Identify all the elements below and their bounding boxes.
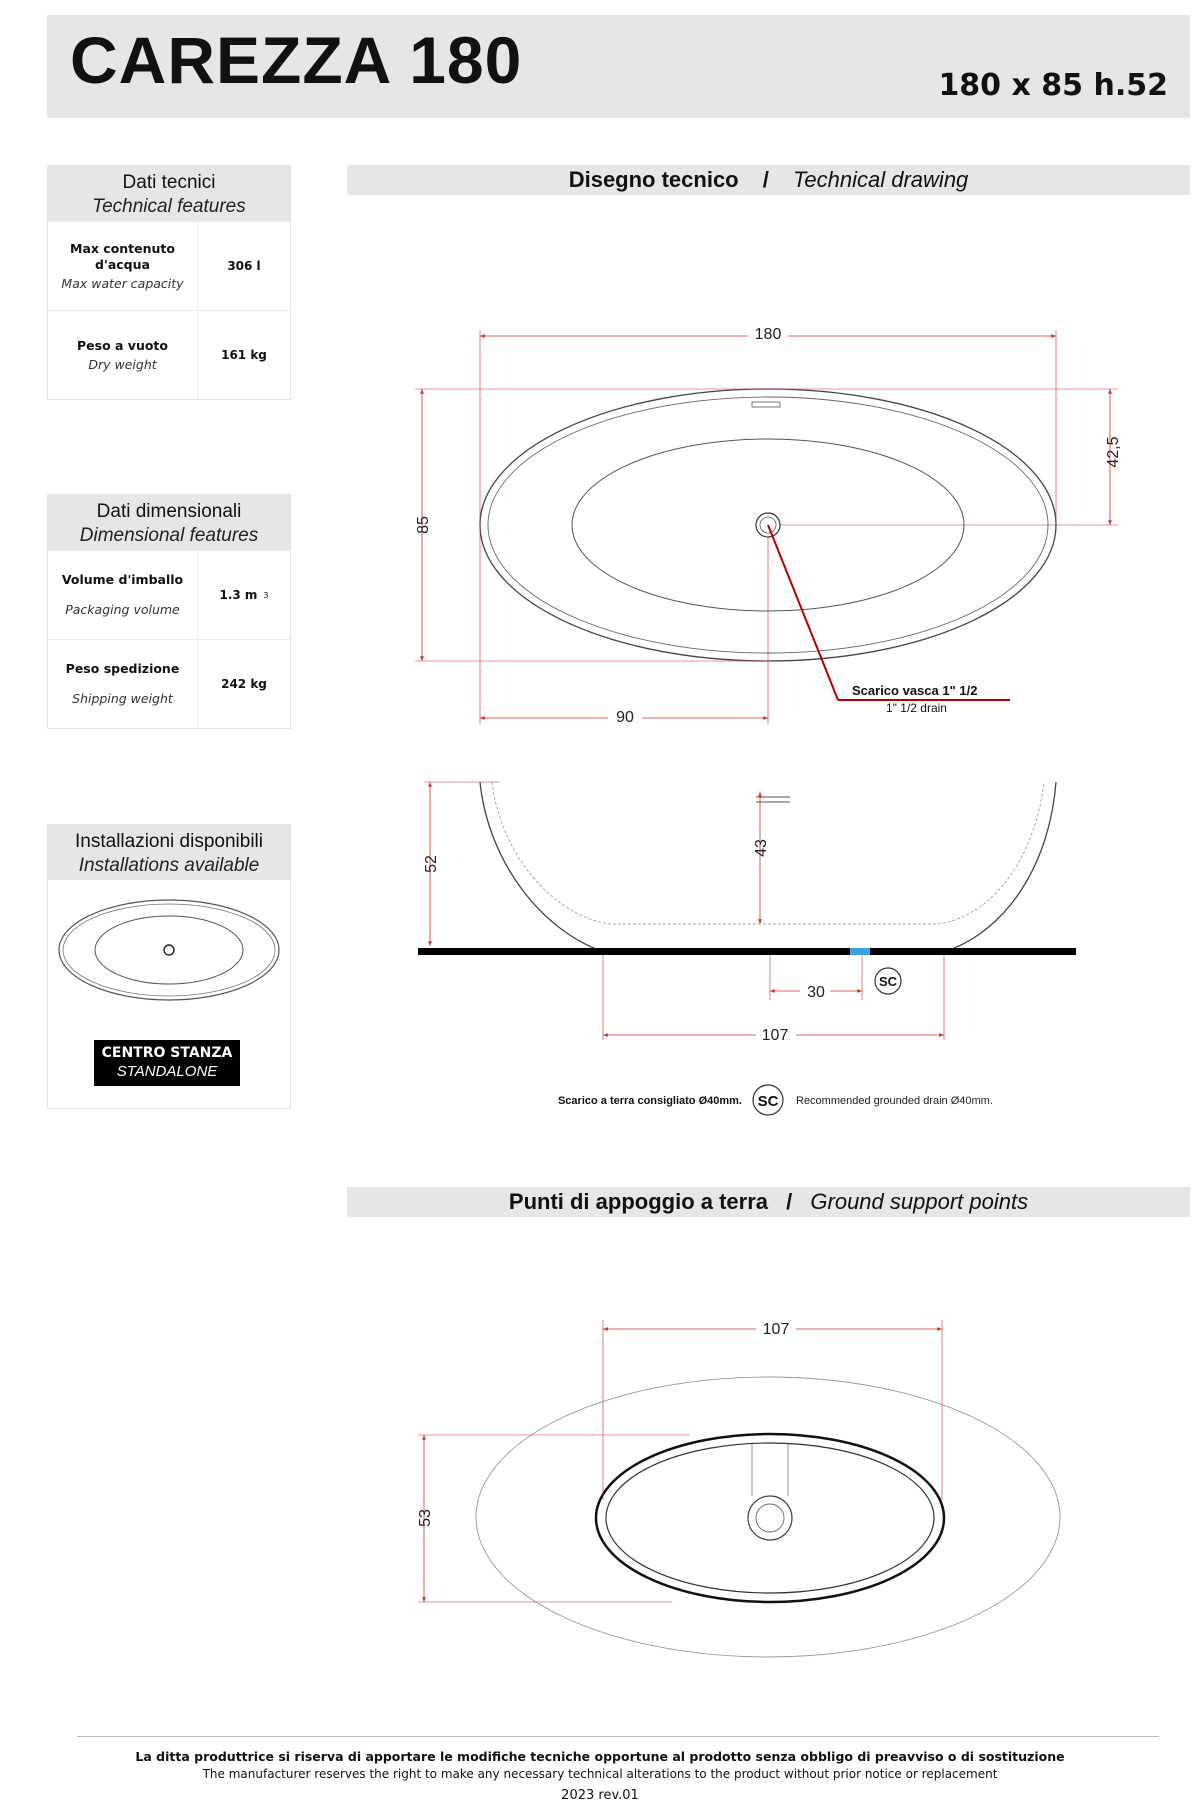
footer-divider bbox=[77, 1736, 1159, 1737]
footer-disclaimer-en: The manufacturer reserves the right to make any necessary technical alterations to the product without prior notice or replacement bbox=[202, 1767, 998, 1781]
badge-label-it: CENTRO STANZA bbox=[101, 1045, 233, 1061]
side-view bbox=[418, 782, 1076, 955]
dimension-width-top bbox=[415, 389, 770, 661]
section-title-it: Disegno tecnico bbox=[568, 167, 739, 192]
dimension-support-length bbox=[603, 1318, 942, 1500]
drain-label-it: Scarico vasca 1" 1/2 bbox=[852, 683, 978, 698]
panel-title-it: Dati tecnici bbox=[122, 172, 216, 193]
row-value: 161 kg bbox=[221, 348, 267, 362]
floor-drain-note bbox=[558, 1085, 993, 1115]
label-en: Dry weight bbox=[88, 356, 157, 372]
dimension-floor-drain bbox=[770, 955, 901, 1001]
label-en: Shipping weight bbox=[72, 691, 173, 706]
dim-30-label: 30 bbox=[807, 984, 825, 1001]
dimension-height bbox=[423, 782, 500, 946]
badge-label-en: STANDALONE bbox=[116, 1063, 218, 1080]
row-value: 306 l bbox=[227, 259, 261, 273]
label-it: Peso spedizione bbox=[65, 661, 180, 676]
dim-85-label: 85 bbox=[415, 516, 432, 534]
product-title: CAREZZA 180 bbox=[70, 23, 523, 97]
section-title-en: Ground support points bbox=[810, 1189, 1029, 1214]
floor-note-en: Recommended grounded drain Ø40mm. bbox=[796, 1095, 993, 1107]
dim-90-label: 90 bbox=[616, 709, 634, 726]
value-superscript: 3 bbox=[263, 590, 269, 600]
dim-53-label: 53 bbox=[417, 1509, 434, 1527]
section-title-en: Technical drawing bbox=[793, 167, 969, 192]
label-en: Packaging volume bbox=[65, 602, 180, 617]
section-separator: / bbox=[786, 1189, 793, 1214]
dim-180-label: 180 bbox=[754, 326, 782, 343]
dimension-drain-offset bbox=[480, 525, 768, 726]
dimension-half-width-top bbox=[768, 389, 1122, 525]
row-value: 242 kg bbox=[221, 677, 267, 691]
sc-badge-label: SC bbox=[757, 1093, 779, 1110]
product-dimensions: 180 x 85 h.52 bbox=[938, 68, 1168, 103]
panel-title-it: Dati dimensionali bbox=[96, 501, 242, 522]
label-it: Peso a vuoto bbox=[76, 337, 168, 353]
panel-title-it: Installazioni disponibili bbox=[75, 831, 263, 852]
floor-drain-marker bbox=[850, 948, 870, 955]
sc-badge-label: SC bbox=[878, 974, 898, 989]
value-text: 1.3 m bbox=[219, 588, 258, 602]
panel-title-en: Dimensional features bbox=[79, 525, 259, 546]
label-it: Max contenuto d'acqua bbox=[70, 240, 175, 272]
dimension-support-width bbox=[417, 1435, 690, 1602]
dim-42-5-label: 42,5 bbox=[1105, 436, 1122, 468]
ground-support-bar bbox=[347, 1187, 1190, 1217]
dim-107-side-label: 107 bbox=[761, 1027, 789, 1044]
ground-support-view bbox=[476, 1377, 1060, 1657]
dimension-length-top bbox=[480, 324, 1056, 520]
label-en: Max water capacity bbox=[61, 275, 184, 291]
section-title-it: Punti di appoggio a terra bbox=[508, 1189, 769, 1214]
section-separator: / bbox=[762, 167, 769, 192]
drain-label-en: 1" 1/2 drain bbox=[886, 701, 947, 715]
dim-52-label: 52 bbox=[423, 855, 440, 873]
label-it: Volume d'imballo bbox=[61, 572, 184, 587]
floor-note-it: Scarico a terra consigliato Ø40mm. bbox=[557, 1095, 742, 1107]
footer-disclaimer-it: La ditta produttrice si riserva di apportare le modifiche tecniche opportune al prodotto senza obbligo di preavviso o di sostituzione bbox=[135, 1749, 1065, 1764]
dimension-inner-depth bbox=[753, 792, 770, 924]
dim-107-support-label: 107 bbox=[762, 1321, 790, 1338]
footer-revision: 2023 rev.01 bbox=[561, 1788, 639, 1803]
panel-title-en: Installations available bbox=[78, 855, 260, 876]
panel-title-en: Technical features bbox=[92, 196, 246, 217]
dim-43-label: 43 bbox=[753, 839, 770, 857]
